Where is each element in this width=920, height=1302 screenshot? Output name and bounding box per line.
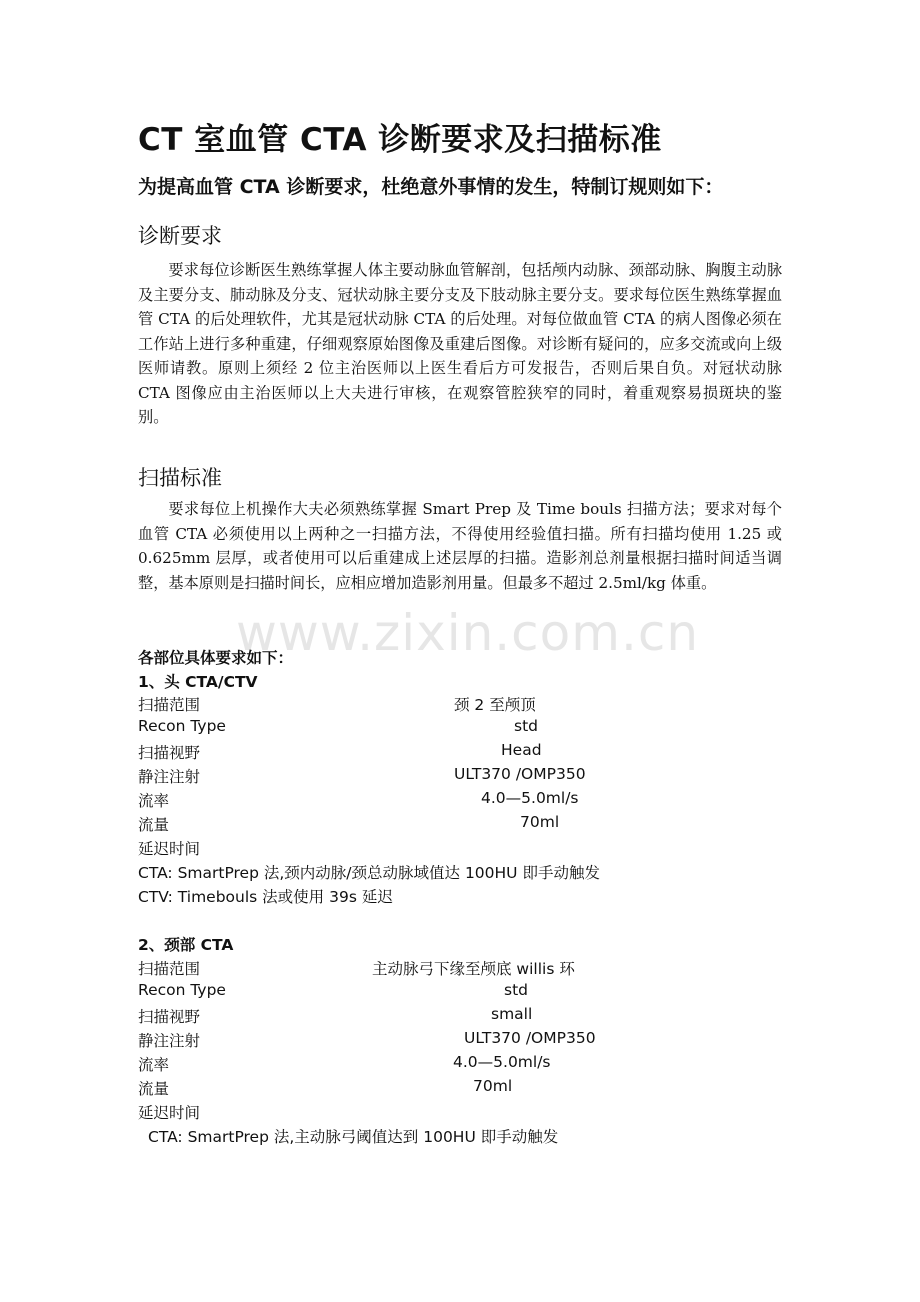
watermark: www.zixin.com.cn [236, 604, 700, 662]
diagnosis-heading: 诊断要求 [138, 224, 222, 248]
head-row-label: Recon Type [138, 717, 226, 735]
head-row-label: 流率 [138, 792, 170, 810]
head-row-value: 70ml [520, 813, 560, 831]
neck-row-value: 70ml [473, 1077, 513, 1095]
scanning-paragraph: 要求每位上机操作大夫必须熟练掌握 Smart Prep 及 Time bouls 扫描方法；要求对每个血管 CTA 必须使用以上两种之一扫描方法，不得使用经验值扫描。所有扫描均使用 1.25 或 0.625mm 层厚，或者使用可以后重建成上述层厚的扫描。造影剂总剂量根据扫描时间适当调整，基本原则是扫描时间长，应相应增加造影剂用量。但最多不超过 2.5ml/kg 体重。 [138, 500, 782, 592]
neck-row-label: 延迟时间 [138, 1104, 201, 1122]
head-row-label: 扫描范围 [138, 696, 201, 714]
head-row-value: Head [501, 741, 542, 759]
head-cta-heading: 1、头 CTA/CTV [138, 673, 258, 691]
neck-row-value: ULT370 /OMP350 [464, 1029, 596, 1047]
head-row-label: 静注注射 [138, 768, 201, 786]
head-row-value: 4.0—5.0ml/s [481, 789, 579, 807]
neck-row-label: 流率 [138, 1056, 170, 1074]
neck-cta-heading: 2、颈部 CTA [138, 936, 234, 954]
neck-row-label: 静注注射 [138, 1032, 201, 1050]
head-row-label: 扫描视野 [138, 744, 201, 762]
head-row-value: 颈 2 至颅顶 [454, 696, 536, 714]
scanning-heading: 扫描标准 [138, 466, 222, 490]
neck-cta-note: CTA: SmartPrep 法,主动脉弓阈值达到 100HU 即手动触发 [148, 1128, 559, 1146]
parts-intro: 各部位具体要求如下： [138, 649, 294, 667]
head-row-value: ULT370 /OMP350 [454, 765, 586, 783]
neck-row-value: std [504, 981, 528, 999]
neck-row-label: 扫描范围 [138, 960, 201, 978]
document-title: CT 室血管 CTA 诊断要求及扫描标准 [138, 122, 662, 158]
neck-row-value: 主动脉弓下缘至颅底 willis 环 [372, 960, 575, 978]
head-row-value: std [514, 717, 538, 735]
head-cta-note: CTA: SmartPrep 法,颈内动脉/颈总动脉域值达 100HU 即手动触发 [138, 864, 600, 882]
neck-row-value: 4.0—5.0ml/s [453, 1053, 551, 1071]
diagnosis-paragraph: 要求每位诊断医生熟练掌握人体主要动脉血管解剖，包括颅内动脉、颈部动脉、胸腹主动脉及主要分支、肺动脉及分支、冠状动脉主要分支及下肢动脉主要分支。要求每位医生熟练掌握血管 CTA 的后处理软件，尤其是冠状动脉 CTA 的后处理。对每位做血管 CTA 的病人图像必须在工作站上进行多种重建，仔细观察原始图像及重建后图像。对诊断有疑问的，应多交流或向上级医师请教。原则上须经 2 位主治医师以上医生看后方可发报告，否则后果自负。对冠状动脉 CTA 图像应由主治医师以上大夫进行审核，在观察管腔狭窄的同时，着重观察易损斑块的鉴别。 [138, 261, 782, 426]
document-subtitle: 为提高血管 CTA 诊断要求，杜绝意外事情的发生，特制订规则如下： [138, 176, 724, 198]
head-row-label: 流量 [138, 816, 170, 834]
neck-row-value: small [491, 1005, 533, 1023]
neck-row-label: 流量 [138, 1080, 170, 1098]
head-ctv-note: CTV: Timebouls 法或使用 39s 延迟 [138, 888, 393, 906]
neck-row-label: Recon Type [138, 981, 226, 999]
neck-row-label: 扫描视野 [138, 1008, 201, 1026]
head-row-label: 延迟时间 [138, 840, 201, 858]
